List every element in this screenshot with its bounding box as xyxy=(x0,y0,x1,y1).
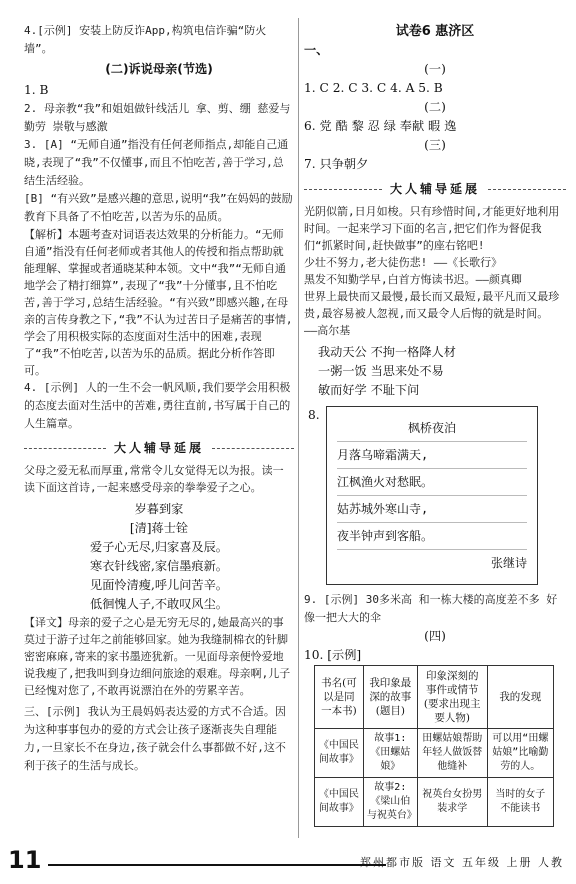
footer-rule xyxy=(48,864,386,866)
poem-box-author: 张继诗 xyxy=(490,556,527,570)
poem-title: 岁暮到家 xyxy=(134,502,184,516)
quote-2: 黑发不知勤学早,白首方悔读书迟。——颜真卿 xyxy=(304,273,522,286)
poem-line: 见面怜清瘦,呼儿问苦辛。 xyxy=(90,578,228,592)
table-header-cell: 印象深刻的事件或情节(要求出现主要人物) xyxy=(417,666,487,729)
table-cell: 可以用“田螺姑娘”比喻勤劳的人。 xyxy=(487,729,553,778)
right-column xyxy=(304,22,566,827)
handwritten-poem-box xyxy=(326,406,538,585)
poem-line: 爱子心无尽,归家喜及辰。 xyxy=(90,540,228,554)
footer-text: 郑州都市版 语文 五年级 上册 人教 xyxy=(360,856,564,869)
right-a7: 7. 只争朝夕 xyxy=(304,157,369,171)
left-a1: 1. B xyxy=(24,83,49,97)
poem-box-line: 月落乌啼霜满天, xyxy=(337,442,527,469)
right-q9: 9. [示例] 30多米高 和一栋大楼的高度差不多 好像一把大大的伞 xyxy=(304,593,558,624)
left-analysis: 【解析】本题考查对词语表达效果的分析能力。“无师自通”指没有任何老师或者其他人的传授和指点帮助就能理解、掌握或者通晓某种本领。文中“我”“无师自通地学会了精打细算”,表现了“我”十分懂事,且不怕吃苦,善于学习,总结生活经验。“有兴致”即感兴趣,在母亲的言传身教之下,“我”不认为过苦日子是痛苦的事情,学会了用积极实际的态度面对生活中的困难,表现了“我”不怕吃苦,以苦为乐的品质。据此分析作答即可。 xyxy=(24,228,293,377)
reading-table xyxy=(314,665,554,827)
section-3-answer: 三、[示例] 我认为王晨妈妈表达爱的方式不合适。因为这种事事包办的爱的方式会让孩子逐渐丧失自理能力,一旦家长不在身边,孩子就会什么事都做不好,这不利于孩子的生活与成长。 xyxy=(24,705,286,772)
left-extension-banner: 大人辅导延展 xyxy=(24,439,294,458)
right-a6: 6. 党 酷 黎 忍 绿 奉献 暇 逸 xyxy=(304,119,457,133)
table-cell: 田螺姑娘帮助年轻人做饭替他缝补 xyxy=(417,729,487,778)
quote-1: 少壮不努力,老大徒伤悲! ——《长歌行》 xyxy=(304,256,503,269)
section-1-label: 一、 xyxy=(304,43,329,57)
left-extension-text: 父母之爱无私而厚重,常常令儿女觉得无以为报。读一读下面这首诗,一起来感受母亲的拳拳爱子之心。 xyxy=(24,464,284,494)
table-header-cell: 我印象最深的故事(题目) xyxy=(363,666,417,729)
test-title: 试卷6 惠济区 xyxy=(395,24,475,39)
left-a2: 2. 母亲教“我”和姐姐做针线活儿 拿、剪、绷 慈爱与勤劳 崇敬与感激 xyxy=(24,102,291,133)
idiom-line: 敏而好学 不耻下问 xyxy=(318,383,420,397)
poem-box-line: 姑苏城外寒山寺, xyxy=(337,496,527,523)
section-2-title: (二)诉说母亲(节选) xyxy=(105,62,213,76)
sub-2-label: (二) xyxy=(424,100,446,114)
table-cell: 《中国民间故事》 xyxy=(315,729,364,778)
left-a3b: [B] “有兴致”是感兴趣的意思,说明“我”在妈妈的鼓励教育下具备了不怕吃苦,以苦为乐的品质。 xyxy=(24,192,293,223)
sub-3-label: (三) xyxy=(424,138,446,152)
page-footer xyxy=(0,846,576,880)
quote-3: 世界上最快而又最慢,最长而又最短,最平凡而又最珍贵,最容易被人忽视,而又最令人后悔的就是时间。 ——高尔基 xyxy=(304,290,560,337)
left-a3a: 3. [A] “无师自通”指没有任何老师指点,却能自己通晓,表现了“我”不仅懂事,而且不怕吃苦,善于学习,总结生活经验。 xyxy=(24,138,289,187)
left-column xyxy=(24,22,294,775)
idiom-line: 我动天公 不拘一格降人材 xyxy=(318,345,456,359)
right-extension-banner: 大人辅导延展 xyxy=(304,180,566,199)
poem-box-line: 江枫渔火对愁眠。 xyxy=(337,469,527,496)
poem-box-line: 夜半钟声到客船。 xyxy=(337,523,527,550)
sub-1-label: (一) xyxy=(424,62,446,76)
poem-line: 低徊愧人子,不敢叹风尘。 xyxy=(90,597,228,611)
poem-translation: 【译文】母亲的爱子之心是无穷无尽的,她最高兴的事莫过于游子过年之前能够回家。她为我缝制棉衣的针脚密密麻麻,寄来的家书墨迹犹新。一见面母亲便怜爱地说我瘦了,把我叫到身边细问旅途的艰难。母亲啊,儿子已经愧对您了,不敢再说漂泊在外的劳累辛苦。 xyxy=(24,616,291,697)
q8-block xyxy=(304,406,566,585)
left-a4: 4. [示例] 人的一生不会一帆风顺,我们要学会用积极的态度去面对生活中的苦难,勇往直前,书写属于自己的人生篇章。 xyxy=(24,381,291,430)
table-cell: 故事2:《梁山伯与祝英台》 xyxy=(363,778,417,827)
sub-4-label: (四) xyxy=(424,629,446,643)
right-a1-5: 1. C 2. C 3. C 4. A 5. B xyxy=(304,81,443,95)
table-cell: 当时的女子不能读书 xyxy=(487,778,553,827)
table-row xyxy=(315,778,554,827)
table-row xyxy=(315,729,554,778)
table-cell: 祝英台女扮男装求学 xyxy=(417,778,487,827)
poem-author: [清]蒋士铨 xyxy=(129,521,189,535)
idiom-line: 一粥一饭 当思来处不易 xyxy=(318,364,444,378)
table-header-row xyxy=(315,666,554,729)
page-number: 11 xyxy=(8,846,42,874)
table-header-cell: 我的发现 xyxy=(487,666,553,729)
q8-label: 8. xyxy=(308,408,320,422)
column-divider xyxy=(298,18,299,838)
poem-box-title: 枫桥夜泊 xyxy=(337,415,527,442)
table-header-cell: 书名(可以是同一本书) xyxy=(315,666,364,729)
table-cell: 《中国民间故事》 xyxy=(315,778,364,827)
right-q10: 10. [示例] xyxy=(304,648,362,662)
table-cell: 故事1:《田螺姑娘》 xyxy=(363,729,417,778)
right-extension-text: 光阴似箭,日月如梭。只有珍惜时间,才能更好地利用时间。一起来学习下面的名言,把它们作为督促我们“抓紧时间,赶快做事”的座右铭吧! xyxy=(304,205,560,252)
left-q4a: 4.[示例] 安装上防反诈App,构筑电信诈骗“防火墙”。 xyxy=(24,24,267,55)
poem-line: 寒衣针线密,家信墨痕新。 xyxy=(90,559,228,573)
